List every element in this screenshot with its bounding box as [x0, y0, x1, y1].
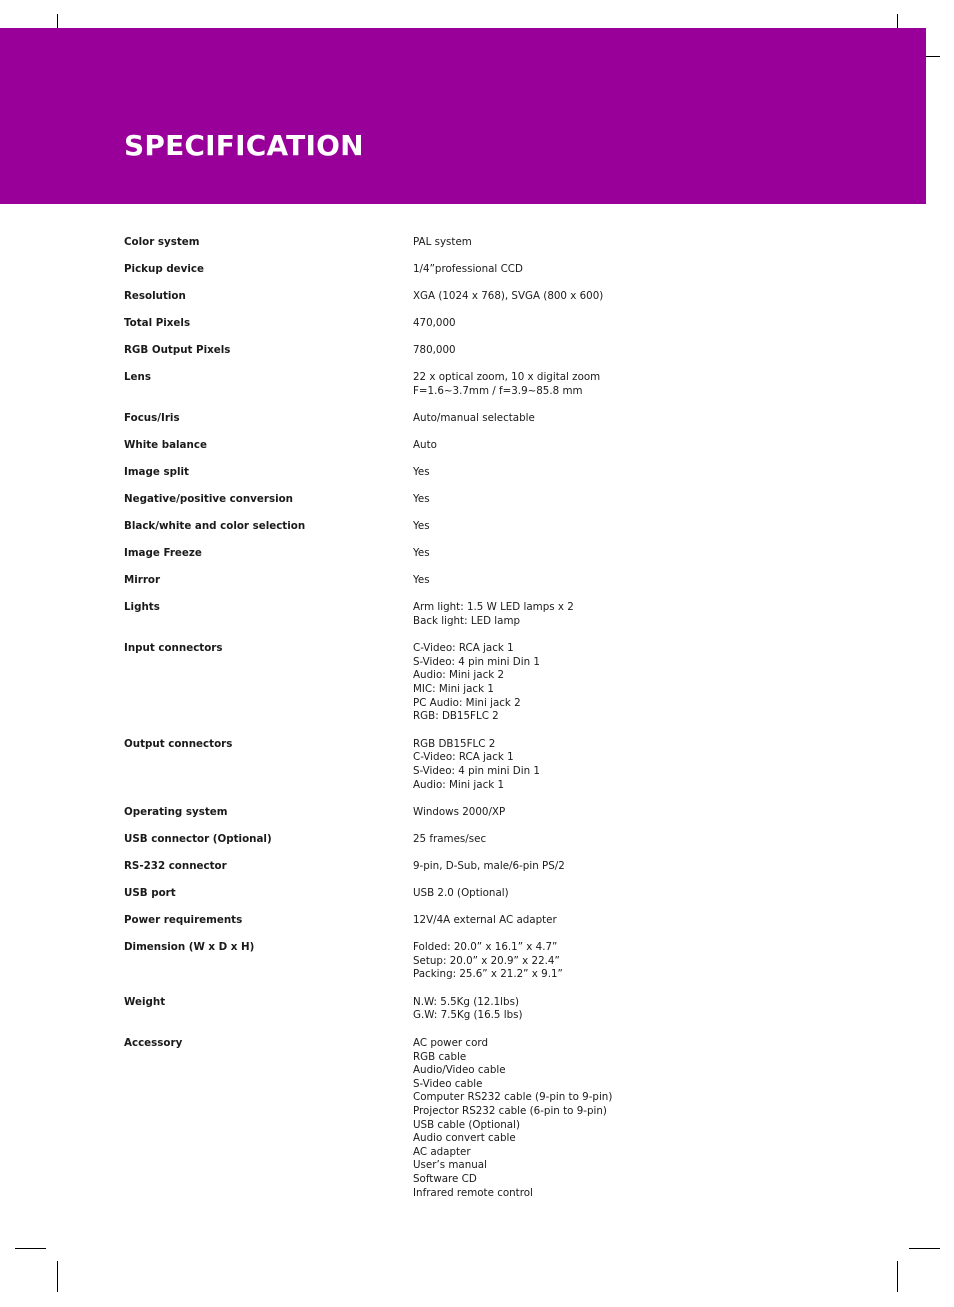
spec-label: Weight	[124, 995, 166, 1008]
spec-value-line: 25 frames/sec	[413, 833, 487, 846]
spec-row	[124, 263, 844, 277]
spec-value-line: Yes	[413, 466, 430, 479]
spec-table	[124, 236, 844, 1214]
spec-value-line: Yes	[413, 520, 430, 533]
spec-label: RS-232 connector	[124, 860, 227, 873]
spec-value-line: AC power cord	[413, 1037, 488, 1050]
spec-value	[413, 466, 844, 480]
spec-row	[124, 290, 844, 304]
spec-row	[124, 317, 844, 331]
spec-label: Dimension (W x D x H)	[124, 941, 255, 954]
spec-value-line: Audio: Mini jack 2	[413, 669, 505, 682]
spec-label: Pickup device	[124, 262, 204, 275]
spec-row	[124, 520, 844, 534]
spec-value-line: Folded: 20.0” x 16.1” x 4.7”	[413, 941, 558, 954]
spec-label: Negative/positive conversion	[124, 493, 294, 506]
spec-value-line: Auto/manual selectable	[413, 412, 535, 425]
spec-label: Black/white and color selection	[124, 520, 306, 533]
spec-value	[413, 412, 844, 426]
spec-value-line: 9-pin, D-Sub, male/6-pin PS/2	[413, 860, 565, 873]
spec-label: Total Pixels	[124, 316, 191, 329]
spec-value	[413, 642, 844, 724]
spec-value	[413, 738, 844, 792]
spec-value	[413, 547, 844, 561]
spec-row	[124, 914, 844, 928]
spec-row	[124, 412, 844, 426]
spec-value	[413, 1037, 844, 1200]
spec-value-line: MIC: Mini jack 1	[413, 682, 494, 695]
spec-value-line: 12V/4A external AC adapter	[413, 914, 557, 927]
spec-value-line: PAL system	[413, 236, 472, 248]
header-banner	[0, 28, 926, 204]
spec-value	[413, 520, 844, 534]
spec-value-line: RGB cable	[413, 1050, 467, 1063]
spec-row	[124, 887, 844, 901]
spec-value-line: Computer RS232 cable (9-pin to 9-pin)	[413, 1091, 613, 1104]
spec-label: Mirror	[124, 574, 161, 587]
spec-row	[124, 1037, 844, 1200]
spec-value-line: 1/4”professional CCD	[413, 262, 523, 275]
spec-value	[413, 371, 844, 398]
spec-row	[124, 547, 844, 561]
spec-value-line: N.W: 5.5Kg (12.1lbs)	[413, 995, 519, 1008]
spec-value-line: Yes	[413, 493, 430, 506]
spec-label: Focus/Iris	[124, 412, 180, 425]
spec-value	[413, 601, 844, 628]
spec-label: Input connectors	[124, 642, 223, 655]
spec-value	[413, 439, 844, 453]
spec-value-line: User’s manual	[413, 1159, 487, 1172]
spec-row	[124, 493, 844, 507]
page-title: SPECIFICATION	[124, 129, 364, 162]
spec-value	[413, 493, 844, 507]
crop-mark	[897, 1261, 898, 1292]
spec-row	[124, 439, 844, 453]
spec-value-line: PC Audio: Mini jack 2	[413, 696, 521, 709]
spec-value	[413, 344, 844, 358]
spec-value-line: Infrared remote control	[413, 1186, 533, 1199]
spec-value	[413, 996, 844, 1023]
spec-value	[413, 860, 844, 874]
spec-label: USB port	[124, 887, 176, 900]
spec-value	[413, 914, 844, 928]
spec-value-line: Packing: 25.6” x 21.2” x 9.1”	[413, 968, 563, 981]
spec-label: Lights	[124, 601, 160, 613]
spec-value-line: C-Video: RCA jack 1	[413, 751, 514, 764]
spec-row	[124, 371, 844, 398]
spec-value-line: Audio: Mini jack 1	[413, 778, 505, 791]
spec-value-line: Yes	[413, 547, 430, 560]
spec-value-line: Audio/Video cable	[413, 1064, 506, 1077]
spec-row	[124, 738, 844, 792]
spec-value	[413, 236, 844, 250]
spec-value-line: Back light: LED lamp	[413, 614, 521, 627]
spec-label: White balance	[124, 439, 207, 452]
spec-value-line: S-Video: 4 pin mini Din 1	[413, 764, 540, 777]
spec-value-line: 22 x optical zoom, 10 x digital zoom	[413, 370, 601, 383]
spec-value-line: Audio convert cable	[413, 1132, 516, 1145]
spec-value-line: S-Video cable	[413, 1077, 483, 1090]
spec-label: Accessory	[124, 1037, 183, 1050]
spec-value-line: USB 2.0 (Optional)	[413, 887, 509, 900]
crop-mark	[15, 1248, 46, 1249]
spec-label: Operating system	[124, 806, 228, 819]
spec-value-line: RGB DB15FLC 2	[413, 737, 496, 750]
spec-row	[124, 941, 844, 982]
spec-value-line: C-Video: RCA jack 1	[413, 642, 514, 655]
spec-label: Color system	[124, 236, 200, 248]
spec-row	[124, 996, 844, 1023]
spec-value	[413, 290, 844, 304]
spec-value-line: S-Video: 4 pin mini Din 1	[413, 655, 540, 668]
spec-value-line: USB cable (Optional)	[413, 1118, 520, 1131]
spec-row	[124, 806, 844, 820]
spec-value	[413, 887, 844, 901]
spec-value-line: RGB: DB15FLC 2	[413, 710, 499, 723]
spec-row	[124, 466, 844, 480]
spec-value-line: Projector RS232 cable (6-pin to 9-pin)	[413, 1104, 607, 1117]
spec-label: Output connectors	[124, 737, 233, 750]
spec-value-line: G.W: 7.5Kg (16.5 lbs)	[413, 1009, 523, 1022]
crop-mark	[57, 1261, 58, 1292]
spec-value	[413, 941, 844, 982]
spec-row	[124, 860, 844, 874]
spec-value-line: 470,000	[413, 316, 456, 329]
spec-value-line: AC adapter	[413, 1145, 471, 1158]
spec-value	[413, 263, 844, 277]
spec-value-line: Yes	[413, 574, 430, 587]
spec-label: Lens	[124, 370, 152, 383]
spec-row	[124, 642, 844, 724]
spec-label: Power requirements	[124, 914, 243, 927]
spec-value	[413, 806, 844, 820]
spec-value	[413, 317, 844, 331]
spec-value	[413, 574, 844, 588]
crop-mark	[909, 1248, 940, 1249]
spec-row	[124, 833, 844, 847]
spec-row	[124, 344, 844, 358]
spec-row	[124, 236, 844, 250]
spec-value-line: Arm light: 1.5 W LED lamps x 2	[413, 601, 574, 613]
spec-value-line: Software CD	[413, 1172, 477, 1185]
spec-value-line: Windows 2000/XP	[413, 806, 506, 819]
spec-value-line: 780,000	[413, 343, 456, 356]
spec-row	[124, 601, 844, 628]
spec-value	[413, 833, 844, 847]
spec-label: Image Freeze	[124, 547, 202, 560]
spec-label: USB connector (Optional)	[124, 833, 272, 846]
spec-value-line: Auto	[413, 439, 437, 452]
spec-label: Resolution	[124, 289, 186, 302]
spec-label: Image split	[124, 466, 189, 479]
spec-value-line: Setup: 20.0” x 20.9” x 22.4”	[413, 954, 560, 967]
spec-value-line: XGA (1024 x 768), SVGA (800 x 600)	[413, 289, 604, 302]
spec-row	[124, 574, 844, 588]
spec-label: RGB Output Pixels	[124, 343, 231, 356]
spec-value-line: F=1.6~3.7mm / f=3.9~85.8 mm	[413, 384, 583, 397]
